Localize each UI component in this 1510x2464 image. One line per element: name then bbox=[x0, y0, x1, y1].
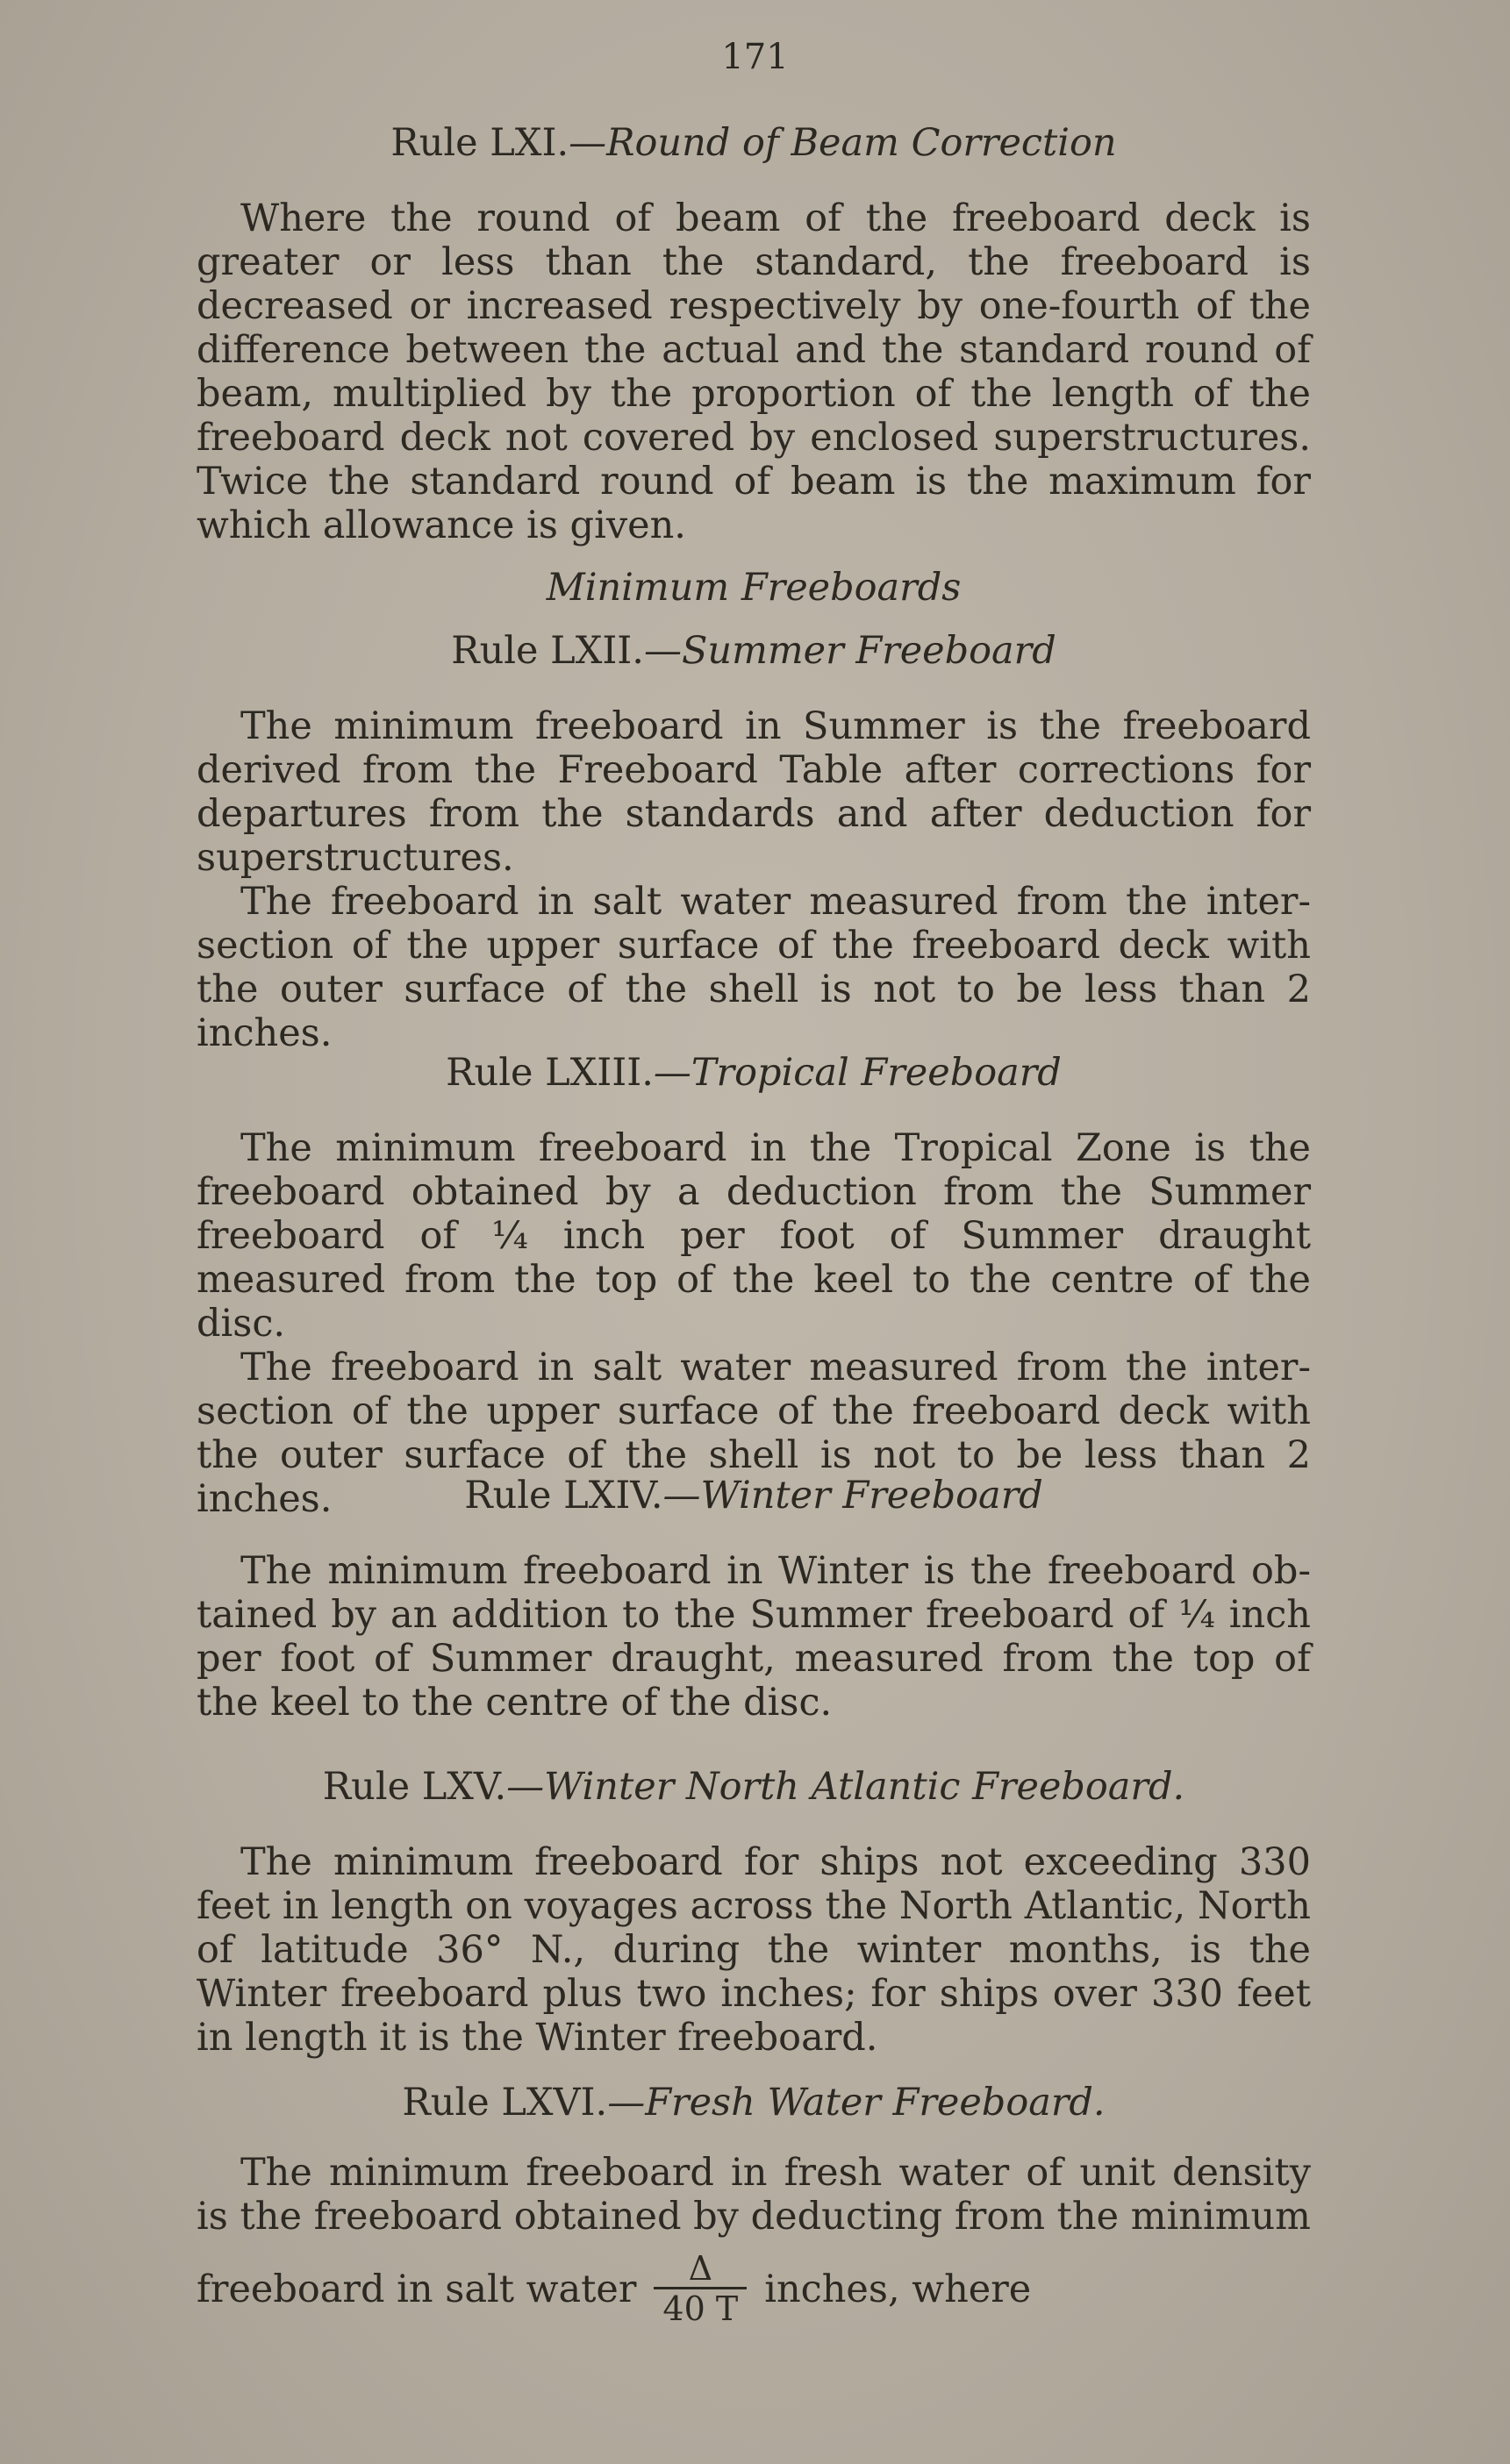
rule-65-label: Rule LXV. bbox=[322, 1765, 507, 1809]
rule-62-text-1: The minimum freeboard in Summer is the freeboard derived from the Freeboard Table after corrections for departures from the standards and after deduction for superstructures. bbox=[197, 703, 1311, 880]
rule-62-label: Rule LXII. bbox=[451, 629, 644, 673]
rule-63-section bbox=[197, 1051, 1311, 1521]
rule-65-title: —Winter North Atlantic Freeboard. bbox=[506, 1765, 1185, 1809]
rule-66-label: Rule LXVI. bbox=[402, 2081, 608, 2125]
rule-61-section bbox=[197, 121, 1311, 547]
rule-64-heading bbox=[197, 1474, 1311, 1519]
fresh-water-formula bbox=[197, 2248, 1311, 2329]
rule-64-label: Rule LXIV. bbox=[464, 1474, 663, 1518]
rule-64-text: The minimum freeboard in Winter is the freeboard obtained by an addition to the Summer freeboard of ¼ inch per foot of Summer draught, measured from the top of the keel to the centre of the disc. bbox=[197, 1548, 1311, 1725]
fraction-denominator: 40 T bbox=[654, 2287, 747, 2328]
rule-64-title: —Winter Freeboard bbox=[662, 1474, 1043, 1518]
rule-64-section bbox=[197, 1474, 1311, 1725]
rule-65-heading bbox=[197, 1765, 1311, 1811]
rule-61-text: Where the round of beam of the freeboard deck is greater or less than the standard, the freeboard is decreased or increased respectively by one-fourth of the difference between the actual and the standard round of beam, multiplied by the proportion of the length of the freeboard deck not covered by enclosed superstructures. Twice the standard round of beam is the maximum for which allowance is given. bbox=[197, 196, 1311, 547]
rule-66-title: —Fresh Water Freeboard. bbox=[607, 2081, 1106, 2125]
rule-62-text-2: The freeboard in salt water measured from the intersection of the upper surface of the freeboard deck with the outer surface of the shell is not to be less than 2 inches. bbox=[197, 879, 1311, 1055]
rule-63-title: —Tropical Freeboard bbox=[653, 1051, 1062, 1095]
rule-66-heading bbox=[197, 2081, 1311, 2126]
page-number: 171 bbox=[721, 37, 789, 77]
rule-63-text-1: The minimum freeboard in the Tropical Zone is the freeboard obtained by a deduction from the Summer freeboard of ¼ inch per foot of Summer draught measured from the top of the keel to the centre of the disc. bbox=[197, 1125, 1311, 1346]
minimum-freeboards-section bbox=[197, 566, 1311, 611]
formula-fraction bbox=[654, 2248, 747, 2329]
rule-66-section bbox=[197, 2081, 1311, 2328]
formula-prefix: freeboard in salt water bbox=[197, 2267, 637, 2311]
rule-61-title: —Round of Beam Correction bbox=[569, 121, 1117, 165]
rule-63-label: Rule LXIII. bbox=[446, 1051, 654, 1095]
section-heading: Minimum Freeboards bbox=[546, 566, 962, 610]
rule-61-heading bbox=[197, 121, 1311, 167]
rule-61-label: Rule LXI. bbox=[390, 121, 569, 165]
fraction-numerator: Δ bbox=[688, 2248, 713, 2288]
rule-63-text-2: The freeboard in salt water measured from the intersection of the upper surface of the freeboard deck with the outer surface of the shell is not to be less than 2 inches. bbox=[197, 1345, 1311, 1521]
rule-62-section bbox=[197, 629, 1311, 1055]
rule-62-title: —Summer Freeboard bbox=[643, 629, 1056, 673]
rule-62-heading bbox=[197, 629, 1311, 675]
rule-63-heading bbox=[197, 1051, 1311, 1096]
rule-65-text: The minimum freeboard for ships not exceeding 330 feet in length on voyages across the North Atlantic, North of latitude 36° N., during the winter months, is the Winter freeboard plus two inches; for ships over 330 feet in length it is the Winter freeboard. bbox=[197, 1839, 1311, 2060]
rule-65-section bbox=[197, 1765, 1311, 2060]
formula-suffix: inches, where bbox=[764, 2267, 1032, 2311]
rule-66-text: The minimum freeboard in fresh water of unit density is the freeboard obtained by deducting from the minimum bbox=[197, 2150, 1311, 2239]
